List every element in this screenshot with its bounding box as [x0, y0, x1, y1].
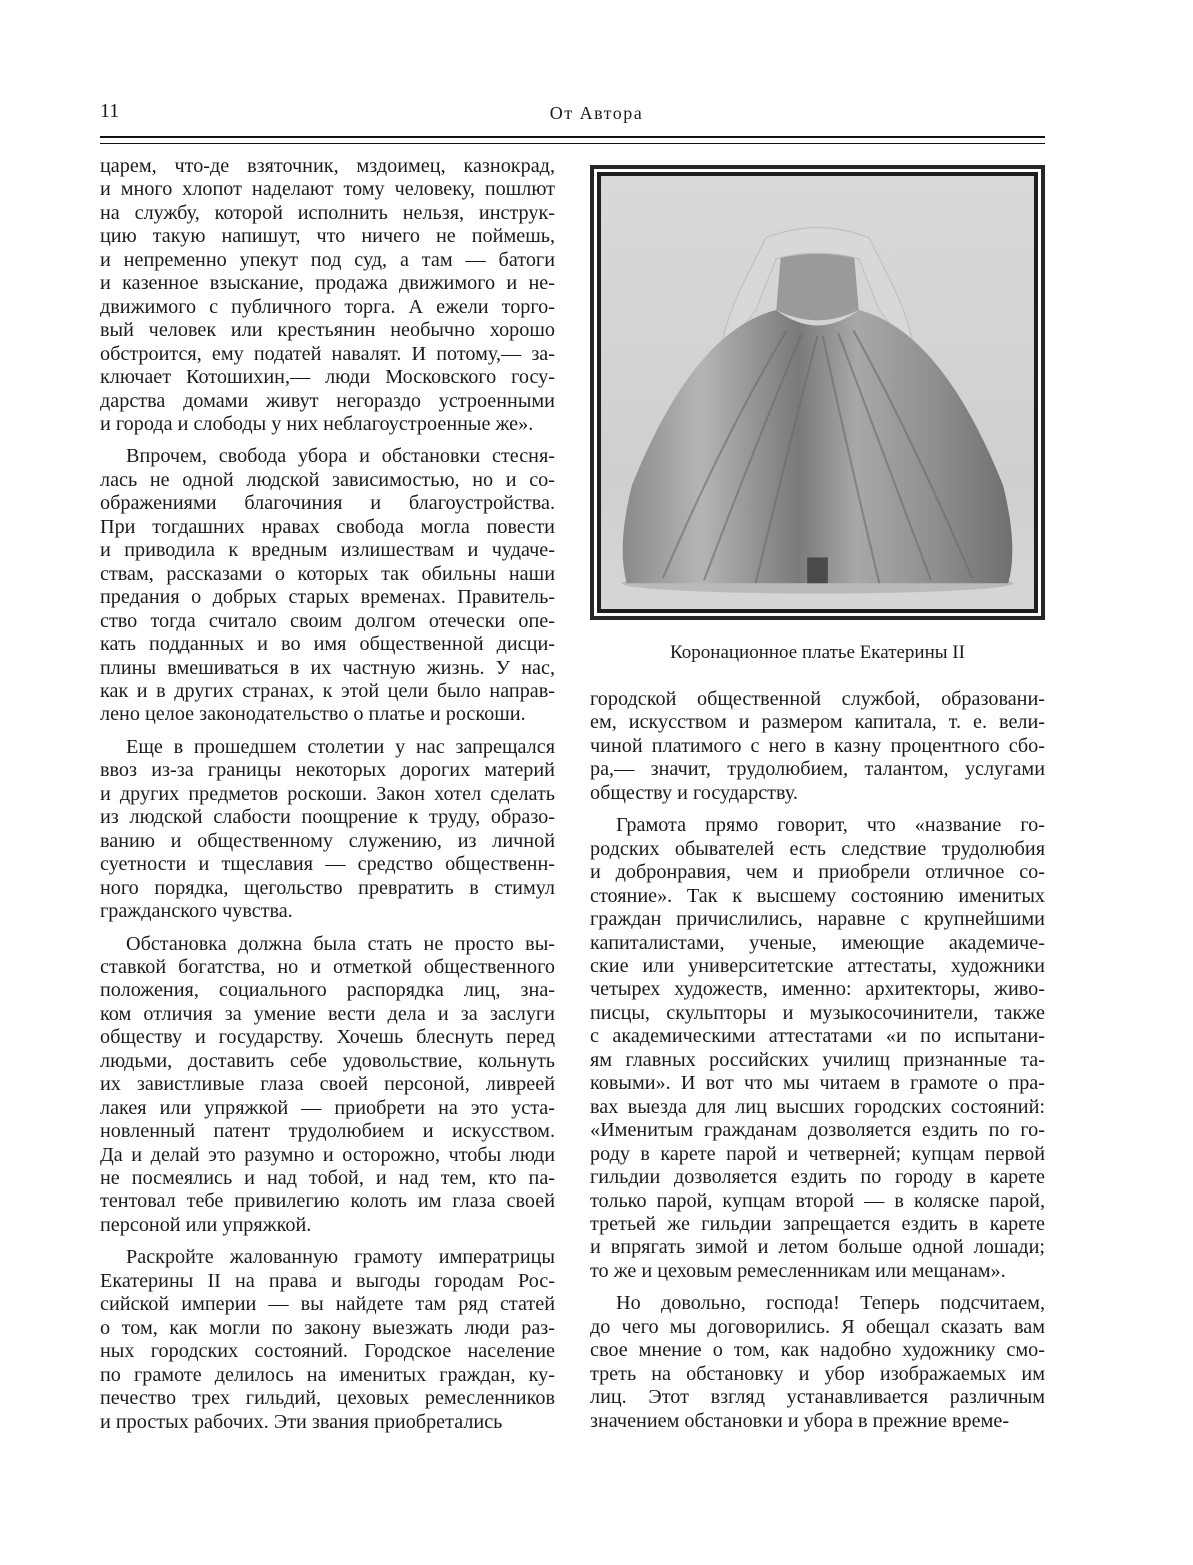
- text-line: из людской слабости поощрение к труду, образо-: [100, 806, 555, 829]
- dress-illustration: [601, 176, 1034, 609]
- left-column: [100, 155, 555, 1434]
- text-line: ям главных российских училищ признанные та-: [590, 1048, 1045, 1071]
- text-line: и приводила к вредным излишествам и чудаче-: [100, 539, 555, 562]
- text-line: с академическими аттестатами «и по испытани-: [590, 1025, 1045, 1048]
- text-line: печество трех гильдий, цеховых ремесленников: [100, 1387, 555, 1410]
- text-line: граждан причислились, наравне с крупнейшими: [590, 908, 1045, 931]
- text-line: и других предметов роскоши. Закон хотел сделать: [100, 782, 555, 805]
- text-line: вах выезда для лиц высших городских состояний:: [590, 1095, 1045, 1118]
- text-line: ображениями благочиния и благоустройства.: [100, 492, 555, 515]
- text-line: Раскройте жалованную грамоту императрицы: [126, 1246, 555, 1269]
- text-line: ставкой богатства, но и отметкой общественного: [100, 955, 555, 978]
- text-line: стояние». Так к высшему состоянию именитых: [590, 884, 1045, 907]
- text-line: ра,— значит, трудолюбием, талантом, услугами: [590, 758, 1045, 781]
- text-line: ных городских состояний. Городское население: [100, 1340, 555, 1363]
- text-line: как и в других странах, к этой цели было направ-: [100, 679, 555, 702]
- text-line: ванию и общественному служению, из личной: [100, 829, 555, 852]
- text-line: и простых рабочих. Эти звания приобретались: [100, 1410, 503, 1433]
- text-line: Впрочем, свобода убора и обстановки стесня-: [126, 445, 555, 468]
- text-line: не посмеялись и над тобой, и над тем, кто па-: [100, 1167, 555, 1190]
- text-line: вый человек или крестьянин необычно хорошо: [100, 319, 555, 342]
- text-line: «Именитым гражданам дозволяется ездить по го-: [590, 1119, 1045, 1142]
- text-line: царем, что-де взяточник, мздоимец, казнокрад,: [100, 155, 555, 177]
- text-line: третьей же гильдии запрещается ездить в карете: [590, 1212, 1045, 1235]
- text-line: кать подданных и во имя общественной дисци-: [100, 633, 555, 656]
- text-line: людьми, доставить себе удовольствие, кольнуть: [100, 1049, 555, 1072]
- text-line: то же и цеховым ремесленникам или мещанам».: [590, 1259, 1006, 1282]
- text-line: городской общественной службой, образовани-: [590, 688, 1045, 710]
- text-line: ком отличия за умение вести дела и за заслуги: [100, 1002, 555, 1025]
- text-line: Грамота прямо говорит, что «название го-: [616, 814, 1045, 837]
- text-line: и города и слободы у них неблагоустроенные же».: [100, 412, 534, 435]
- text-line: и впрягать зимой и летом больше одной лошади;: [590, 1236, 1045, 1259]
- figure-caption: Коронационное платье Екатерины II: [670, 642, 965, 663]
- text-line: и добронравия, чем и приобрели отличное со-: [590, 861, 1045, 884]
- text-line: обществу и государству. Хочешь блеснуть перед: [100, 1026, 555, 1049]
- text-line: о том, как могли по закону выезжать люди раз-: [100, 1316, 555, 1339]
- text-line: чиной платимого с него в казну процентного сбо-: [590, 734, 1045, 757]
- text-line: ввоз из-за границы некоторых дорогих материй: [100, 759, 555, 782]
- text-line: ключает Котошихин,— люди Московского госу-: [100, 366, 555, 389]
- text-line: и много хлопот наделают тому человеку, пошлют: [100, 178, 555, 201]
- text-line: положения, социального распорядка лиц, зна-: [100, 979, 555, 1002]
- text-line: Екатерины II на права и выгоды городам Рос-: [100, 1269, 555, 1292]
- text-line: ковыми». И вот что мы читаем в грамоте о пра-: [590, 1072, 1045, 1095]
- text-line: на службу, которой исполнить нельзя, инструк-: [100, 201, 555, 224]
- text-line: лась не одной людской зависимостью, но и со-: [100, 468, 555, 491]
- text-line: капиталистами, ученые, имеющие академиче-: [590, 931, 1045, 954]
- right-column: [590, 688, 1045, 1433]
- text-line: Но довольно, господа! Теперь подсчитаем,: [616, 1292, 1045, 1315]
- text-line: сийской империи — вы найдете там ряд статей: [100, 1293, 555, 1316]
- text-line: обстроится, ему податей навалят. И потому,— за-: [100, 342, 555, 365]
- text-line: предания о добрых старых временах. Правитель-: [100, 586, 555, 609]
- text-line: Обстановка должна была стать не просто вы-: [126, 932, 555, 955]
- text-line: лено целое законодательство о платье и роскоши.: [100, 703, 526, 726]
- text-line: гражданского чувства.: [100, 900, 293, 923]
- text-line: значением обстановки и убора в прежние време-: [590, 1409, 1010, 1432]
- text-line: родских обывателей есть следствие трудолюбия: [590, 837, 1045, 860]
- text-line: треть на обстановку и убор изображаемых им: [590, 1362, 1045, 1385]
- text-line: дарства домами живут негораздо устроенными: [100, 389, 555, 412]
- text-line: персоной или упряжкой.: [100, 1213, 312, 1236]
- text-line: новленный патент трудолюбием и искусством.: [100, 1120, 555, 1143]
- text-line: Да и делай это разумно и осторожно, чтобы люди: [100, 1143, 555, 1166]
- text-line: обществу и государству.: [590, 781, 798, 804]
- text-line: Еще в прошедшем столетии у нас запрещался: [126, 735, 555, 758]
- figure-frame: [590, 165, 1045, 620]
- header-rule-thick: [100, 136, 1045, 138]
- text-line: и непременно упекут под суд, а там — батоги: [100, 248, 555, 271]
- text-line: ствам, рассказами о которых так обильны наши: [100, 562, 555, 585]
- text-line: тентовал тебе привилегию колоть им глаза своей: [100, 1190, 555, 1213]
- text-line: суетности и тщеславия — средство общественн-: [100, 853, 555, 876]
- text-line: писцы, скульпторы и музыкосочинители, также: [590, 1001, 1045, 1024]
- text-line: цию такую напишут, что ничего не поймешь,: [100, 225, 555, 248]
- text-line: ские или университетские аттестаты, художники: [590, 954, 1045, 977]
- running-header-title: От Автора: [549, 103, 644, 123]
- text-line: ство тогда считало своим долгом отечески опе-: [100, 609, 555, 632]
- page-number: 11: [100, 100, 120, 122]
- text-line: лиц. Этот взгляд устанавливается различным: [590, 1386, 1045, 1409]
- text-line: и казенное взыскание, продажа движимого и не-: [100, 272, 555, 295]
- coronation-dress-photo-icon: [601, 176, 1034, 609]
- text-line: плины вмешиваться в их частную жизнь. У нас,: [100, 656, 555, 679]
- text-line: При тогдашних нравах свобода могла повести: [100, 515, 555, 538]
- text-line: четырех художеств, именно: архитекторы, живо-: [590, 978, 1045, 1001]
- text-line: по грамоте делилось на именитых граждан, ку-: [100, 1363, 555, 1386]
- text-line: роду в карете парой и четверней; купцам первой: [590, 1142, 1045, 1165]
- text-line: их завистливые глаза своей персоной, ливреей: [100, 1073, 555, 1096]
- text-line: ем, искусством и размером капитала, т. е. вели-: [590, 711, 1045, 734]
- text-line: до чего мы договорились. Я обещал сказать вам: [590, 1315, 1045, 1338]
- header-rule-thin: [100, 143, 1045, 144]
- text-line: гильдии дозволяется ездить по городу в карете: [590, 1166, 1045, 1189]
- text-line: свое мнение о том, как надобно художнику смо-: [590, 1339, 1045, 1362]
- text-line: только парой, купцам второй — в коляске парой,: [590, 1189, 1045, 1212]
- text-line: ного порядка, щегольство превратить в стимул: [100, 876, 555, 899]
- text-line: движимого с публичного торга. А ежели торго-: [100, 295, 555, 318]
- text-line: лакея или упряжкой — приобрети на это уста-: [100, 1096, 555, 1119]
